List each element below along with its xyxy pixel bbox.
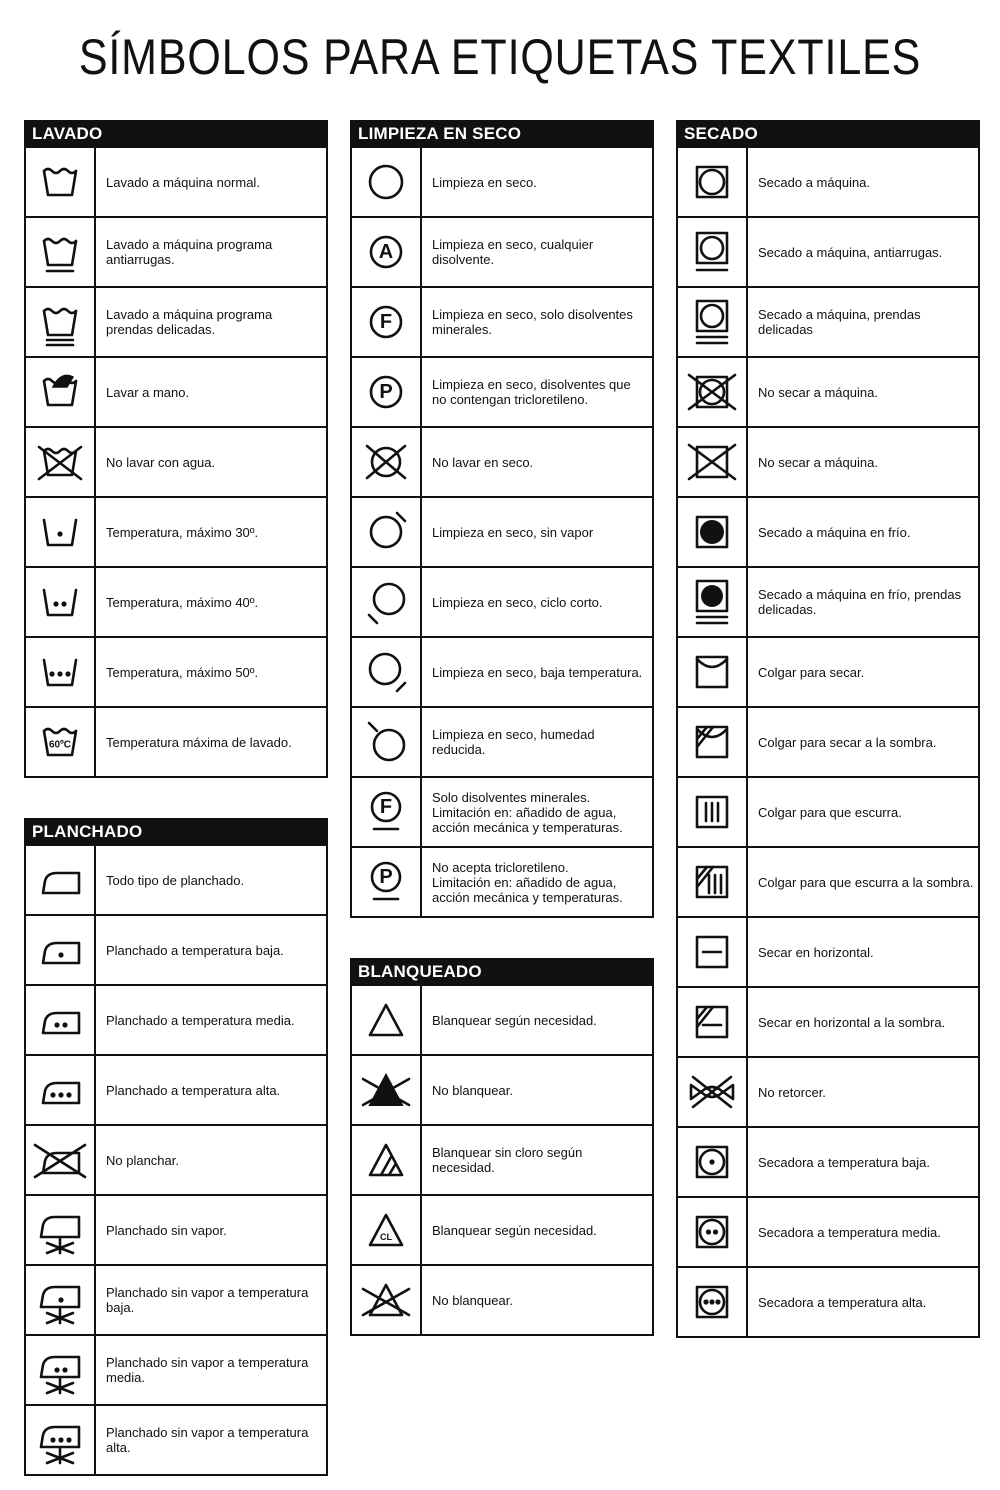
section-lavado [24, 120, 328, 778]
tumble-dry-icon-graphic [685, 155, 739, 209]
symbol-description: Temperatura, máximo 50º. [106, 664, 259, 680]
symbol-row [352, 1264, 652, 1334]
symbol-description: Secar en horizontal. [758, 944, 874, 960]
dry-clean-low-heat-icon [352, 638, 422, 706]
symbol-row [678, 1196, 978, 1266]
symbol-description: Colgar para que escurra. [758, 804, 902, 820]
section-heading: LIMPIEZA EN SECO [352, 122, 652, 146]
symbol-row [26, 1264, 326, 1334]
symbol-description: Secadora a temperatura alta. [758, 1294, 927, 1310]
symbol-row [352, 216, 652, 286]
symbol-description: Blanquear sin cloro según necesidad. [432, 1145, 583, 1175]
symbol-row [678, 846, 978, 916]
tumble-dry-high-icon [678, 1268, 748, 1336]
section-heading: SECADO [678, 122, 978, 146]
symbol-description: Planchado a temperatura baja. [106, 942, 284, 958]
symbol-description: Temperatura máxima de lavado. [106, 734, 292, 750]
symbol-description: No secar a máquina. [758, 384, 878, 400]
page-title: SÍMBOLOS PARA ETIQUETAS TEXTILES [78, 29, 922, 85]
wash-50-icon-graphic [33, 645, 87, 699]
tumble-dry-low-icon-graphic [685, 1135, 739, 1189]
symbol-description: No planchar. [106, 1152, 179, 1168]
symbol-row [678, 216, 978, 286]
symbol-description: Limpieza en seco, baja temperatura. [432, 664, 643, 680]
symbol-row [26, 566, 326, 636]
drip-dry-shade-icon-graphic [685, 855, 739, 909]
section-limpieza-en-seco [350, 120, 654, 918]
symbol-description: Lavado a máquina programa antiarrugas. [106, 237, 273, 267]
hand-wash-icon [26, 358, 96, 426]
symbol-row [26, 216, 326, 286]
symbol-description: No secar a máquina. [758, 454, 878, 470]
symbol-row [678, 1056, 978, 1126]
symbol-row [678, 706, 978, 776]
do-not-dry-clean-icon [352, 428, 422, 496]
symbol-description: Solo disolventes minerales. Limitación en: añadido de agua, acción mecánica y temperaturas. [432, 789, 623, 835]
symbol-row [26, 636, 326, 706]
symbol-row [26, 1404, 326, 1474]
symbol-description: No lavar en seco. [432, 454, 534, 470]
do-not-wash-icon [26, 428, 96, 496]
dry-clean-low-heat-icon-graphic [359, 645, 413, 699]
dry-clean-p-gentle-icon-graphic [359, 855, 413, 909]
symbol-description: Temperatura, máximo 30º. [106, 524, 259, 540]
wash-delicate-icon [26, 288, 96, 356]
symbol-description: Colgar para secar a la sombra. [758, 734, 937, 750]
dry-clean-p-gentle-icon [352, 848, 422, 916]
iron-no-steam-low-icon [26, 1266, 96, 1334]
wash-delicate-icon-graphic [33, 295, 87, 349]
symbol-description: Blanquear según necesidad. [432, 1222, 597, 1238]
wash-30-icon [26, 498, 96, 566]
tumble-dry-no-heat-delicate-icon-graphic [685, 575, 739, 629]
section-secado [676, 120, 980, 1338]
do-not-wash-icon-graphic [33, 435, 87, 489]
svg-text:CL: CL [380, 1232, 392, 1242]
line-dry-shade-icon [678, 708, 748, 776]
symbol-description: Planchado a temperatura alta. [106, 1082, 281, 1098]
symbol-row [26, 426, 326, 496]
bleach-icon [352, 986, 422, 1054]
dry-clean-no-steam-icon [352, 498, 422, 566]
wash-permanent-press-icon [26, 218, 96, 286]
tumble-dry-icon [678, 148, 748, 216]
wash-50-icon [26, 638, 96, 706]
symbol-row [26, 914, 326, 984]
symbol-row [678, 986, 978, 1056]
symbol-row [352, 146, 652, 216]
iron-medium-icon [26, 986, 96, 1054]
hand-wash-icon-graphic [33, 365, 87, 419]
do-not-iron-icon [26, 1126, 96, 1194]
symbol-row [26, 844, 326, 914]
do-not-wring-icon-graphic [685, 1065, 739, 1119]
symbol-description: Secado a máquina, antiarrugas. [758, 244, 943, 260]
symbol-row [26, 1334, 326, 1404]
symbol-row [352, 1194, 652, 1264]
symbol-row [352, 846, 652, 916]
iron-icon-graphic [33, 853, 87, 907]
do-not-wring-icon [678, 1058, 748, 1126]
symbol-row [678, 1266, 978, 1336]
symbol-description: Secadora a temperatura media. [758, 1224, 941, 1240]
symbol-row [352, 776, 652, 846]
symbol-description: No acepta tricloretileno. Limitación en: añadido de agua, acción mecánica y temperaturas. [432, 859, 623, 905]
dry-clean-f-icon-graphic [359, 295, 413, 349]
non-chlorine-bleach-icon [352, 1126, 422, 1194]
symbol-description: Todo tipo de planchado. [106, 872, 245, 888]
iron-high-icon-graphic [33, 1063, 87, 1117]
wash-40-icon-graphic [33, 575, 87, 629]
iron-no-steam-medium-icon-graphic [33, 1343, 87, 1397]
drip-dry-icon-graphic [685, 785, 739, 839]
symbol-description: No blanquear. [432, 1082, 513, 1098]
tumble-dry-delicate-icon [678, 288, 748, 356]
iron-medium-icon-graphic [33, 993, 87, 1047]
drip-dry-shade-icon [678, 848, 748, 916]
symbol-description: Secado a máquina en frío. [758, 524, 911, 540]
tumble-dry-low-icon [678, 1128, 748, 1196]
symbol-description: No blanquear. [432, 1292, 513, 1308]
do-not-bleach-outline-icon-graphic [359, 1273, 413, 1327]
section-heading: LAVADO [26, 122, 326, 146]
symbol-row [352, 286, 652, 356]
do-not-dry-icon [678, 428, 748, 496]
symbol-description: Blanquear según necesidad. [432, 1012, 597, 1028]
section-heading: PLANCHADO [26, 820, 326, 844]
symbol-description: Temperatura, máximo 40º. [106, 594, 259, 610]
symbol-row [352, 706, 652, 776]
dry-clean-no-steam-icon-graphic [359, 505, 413, 559]
symbol-row [678, 916, 978, 986]
symbol-row [352, 356, 652, 426]
dry-clean-a-icon-graphic [359, 225, 413, 279]
symbol-description: Limpieza en seco, disolventes que no contengan tricloretileno. [432, 377, 631, 407]
iron-no-steam-high-icon-graphic [33, 1413, 87, 1467]
dry-clean-reduced-moisture-icon-graphic [359, 715, 413, 769]
symbol-row [678, 566, 978, 636]
symbol-description: Secado a máquina en frío, prendas delicadas. [758, 587, 962, 617]
symbol-row [26, 984, 326, 1054]
svg-text:P: P [379, 381, 393, 403]
do-not-tumble-dry-icon [678, 358, 748, 426]
do-not-bleach-icon-graphic [359, 1063, 413, 1117]
line-dry-icon-graphic [685, 645, 739, 699]
do-not-dry-clean-icon-graphic [359, 435, 413, 489]
iron-no-steam-icon-graphic [33, 1203, 87, 1257]
symbol-description: Colgar para que escurra a la sombra. [758, 874, 974, 890]
dry-flat-shade-icon-graphic [685, 995, 739, 1049]
symbol-row [26, 1194, 326, 1264]
wash-30-icon-graphic [33, 505, 87, 559]
symbol-description: Secado a máquina. [758, 174, 871, 190]
symbol-description: Lavar a mano. [106, 384, 190, 400]
tumble-dry-medium-icon [678, 1198, 748, 1266]
wash-icon-graphic [33, 155, 87, 209]
symbol-row [352, 566, 652, 636]
symbol-row [352, 1124, 652, 1194]
line-dry-shade-icon-graphic [685, 715, 739, 769]
symbol-description: Lavado a máquina programa prendas delicadas. [106, 307, 273, 337]
iron-no-steam-icon [26, 1196, 96, 1264]
symbol-row [26, 1054, 326, 1124]
symbol-description: Planchado a temperatura media. [106, 1012, 295, 1028]
wash-icon [26, 148, 96, 216]
iron-high-icon [26, 1056, 96, 1124]
symbol-description: Secar en horizontal a la sombra. [758, 1014, 946, 1030]
dry-clean-f-icon [352, 288, 422, 356]
section-blanqueado [350, 958, 654, 1336]
symbol-description: Limpieza en seco, solo disolventes minerales. [432, 307, 633, 337]
symbol-row [678, 636, 978, 706]
wash-permanent-press-icon-graphic [33, 225, 87, 279]
dry-clean-f-gentle-icon-graphic [359, 785, 413, 839]
do-not-tumble-dry-icon-graphic [685, 365, 739, 419]
symbol-description: Limpieza en seco, sin vapor [432, 524, 594, 540]
symbol-row [26, 286, 326, 356]
dry-flat-shade-icon [678, 988, 748, 1056]
tumble-dry-no-heat-icon [678, 498, 748, 566]
do-not-iron-icon-graphic [33, 1133, 87, 1187]
iron-low-icon-graphic [33, 923, 87, 977]
dry-clean-short-cycle-icon-graphic [359, 575, 413, 629]
dry-clean-icon-graphic [359, 155, 413, 209]
chlorine-bleach-icon-graphic [359, 1203, 413, 1257]
iron-icon [26, 846, 96, 914]
wash-40-icon [26, 568, 96, 636]
symbol-description: Limpieza en seco, humedad reducida. [432, 727, 595, 757]
symbol-row [352, 636, 652, 706]
dry-clean-icon [352, 148, 422, 216]
do-not-dry-icon-graphic [685, 435, 739, 489]
symbol-row [678, 356, 978, 426]
svg-text:A: A [378, 241, 394, 263]
chlorine-bleach-icon [352, 1196, 422, 1264]
symbol-description: Planchado sin vapor. [106, 1222, 227, 1238]
symbol-row [678, 286, 978, 356]
symbol-description: Limpieza en seco, cualquier disolvente. [432, 237, 594, 267]
tumble-dry-permanent-press-icon-graphic [685, 225, 739, 279]
dry-clean-f-gentle-icon [352, 778, 422, 846]
symbol-row [678, 496, 978, 566]
iron-low-icon [26, 916, 96, 984]
iron-no-steam-low-icon-graphic [33, 1273, 87, 1327]
symbol-row [678, 1126, 978, 1196]
symbol-row [352, 984, 652, 1054]
tumble-dry-high-icon-graphic [685, 1275, 739, 1329]
symbol-description: Planchado sin vapor a temperatura alta. [106, 1425, 309, 1455]
symbol-row [678, 776, 978, 846]
symbol-row [352, 496, 652, 566]
symbol-description: Limpieza en seco. [432, 174, 537, 190]
svg-text:P: P [379, 866, 393, 888]
dry-clean-reduced-moisture-icon [352, 708, 422, 776]
symbol-description: Secadora a temperatura baja. [758, 1154, 930, 1170]
section-planchado [24, 818, 328, 1476]
svg-text:F: F [379, 796, 393, 818]
dry-clean-short-cycle-icon [352, 568, 422, 636]
symbol-description: Secado a máquina, prendas delicadas [758, 307, 921, 337]
symbol-description: Lavado a máquina normal. [106, 174, 260, 190]
symbol-row [352, 1054, 652, 1124]
symbol-row [352, 426, 652, 496]
symbol-row [26, 146, 326, 216]
tumble-dry-no-heat-icon-graphic [685, 505, 739, 559]
dry-flat-icon-graphic [685, 925, 739, 979]
symbol-row [26, 1124, 326, 1194]
iron-no-steam-medium-icon [26, 1336, 96, 1404]
section-heading: BLANQUEADO [352, 960, 652, 984]
tumble-dry-delicate-icon-graphic [685, 295, 739, 349]
dry-clean-a-icon [352, 218, 422, 286]
wash-60-icon-graphic [33, 715, 87, 769]
symbol-description: Colgar para secar. [758, 664, 865, 680]
svg-text:60ºC: 60ºC [49, 739, 71, 751]
do-not-bleach-icon [352, 1056, 422, 1124]
non-chlorine-bleach-icon-graphic [359, 1133, 413, 1187]
symbol-description: No lavar con agua. [106, 454, 216, 470]
wash-60-icon [26, 708, 96, 776]
symbol-description: Planchado sin vapor a temperatura baja. [106, 1285, 309, 1315]
symbol-description: Planchado sin vapor a temperatura media. [106, 1355, 309, 1385]
iron-no-steam-high-icon [26, 1406, 96, 1474]
symbol-row [26, 356, 326, 426]
symbol-row [26, 706, 326, 776]
symbol-row [678, 426, 978, 496]
bleach-icon-graphic [359, 993, 413, 1047]
symbol-description: Limpieza en seco, ciclo corto. [432, 594, 603, 610]
tumble-dry-medium-icon-graphic [685, 1205, 739, 1259]
drip-dry-icon [678, 778, 748, 846]
tumble-dry-no-heat-delicate-icon [678, 568, 748, 636]
svg-text:F: F [379, 311, 393, 333]
symbol-description: No retorcer. [758, 1084, 826, 1100]
dry-clean-p-icon-graphic [359, 365, 413, 419]
tumble-dry-permanent-press-icon [678, 218, 748, 286]
dry-clean-p-icon [352, 358, 422, 426]
line-dry-icon [678, 638, 748, 706]
dry-flat-icon [678, 918, 748, 986]
symbol-row [26, 496, 326, 566]
symbol-row [678, 146, 978, 216]
do-not-bleach-outline-icon [352, 1266, 422, 1334]
